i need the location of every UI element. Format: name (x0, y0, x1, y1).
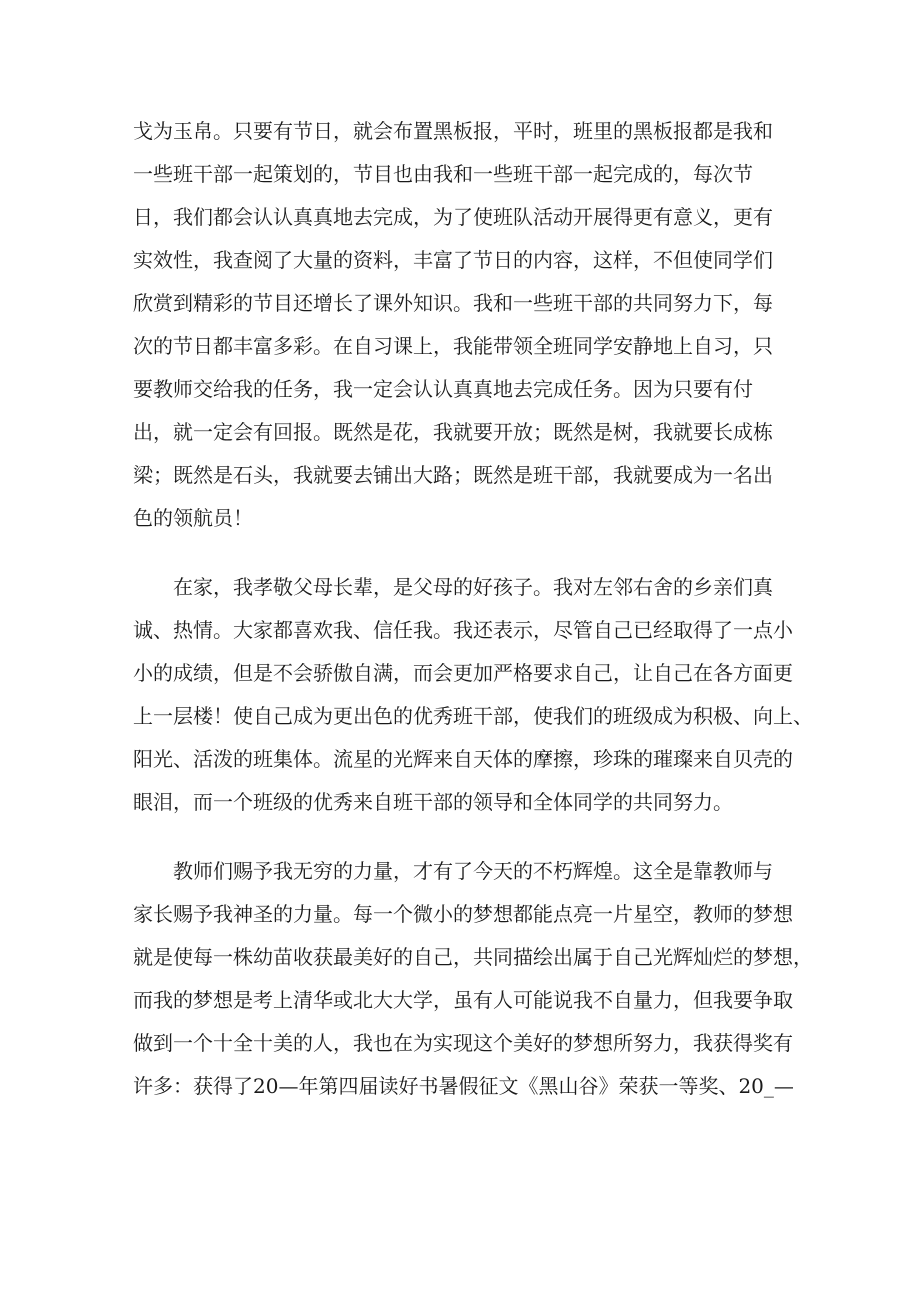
text-line: 眼泪，而一个班级的优秀来自班干部的领导和全体同学的共同努力。 (133, 790, 733, 814)
text-line: 就是使每一株幼苗收获最美好的自己，共同描绘出属于自己光辉灿烂的梦想， (133, 945, 813, 969)
text-line: 次的节日都丰富多彩。在自习课上，我能带领全班同学安静地上自习，只 (133, 334, 773, 358)
text-line: 出，就一定会有回报。既然是花，我就要开放；既然是树，我就要长成栋 (133, 420, 773, 444)
paragraph-gap (133, 540, 788, 566)
document-body (133, 110, 813, 1108)
text-line: 要教师交给我的任务，我一定会认认真真地去完成任务。因为只要有付 (133, 377, 753, 401)
text-line: 实效性，我查阅了大量的资料，丰富了节日的内容，这样，不但使同学们 (133, 248, 773, 272)
paragraph-1 (133, 110, 788, 540)
text-line: 梁；既然是石头，我就要去铺出大路；既然是班干部，我就要成为一名出 (133, 463, 773, 487)
text-line: 做到一个十全十美的人，我也在为实现这个美好的梦想所努力，我获得奖有 (133, 1031, 793, 1055)
text-line: 阳光、活泼的班集体。流星的光辉来自天体的摩擦，珍珠的璀璨来自贝壳的 (133, 747, 793, 771)
text-line: 教师们赐予我无穷的力量，才有了今天的不朽辉煌。这全是靠教师与 (173, 859, 773, 883)
paragraph-3 (133, 850, 813, 1108)
text-line: 家长赐予我神圣的力量。每一个微小的梦想都能点亮一片星空，教师的梦想 (133, 902, 793, 926)
text-line: 在家，我孝敬父母长辈，是父母的好孩子。我对左邻右舍的乡亲们真 (173, 575, 773, 599)
text-line: 戈为玉帛。只要有节日，就会布置黑板报，平时，班里的黑板报都是我和 (133, 119, 773, 143)
text-line: 上一层楼！使自己成为更出色的优秀班干部，使我们的班级成为积极、向上、 (133, 704, 813, 728)
text-line: 一些班干部一起策划的，节目也由我和一些班干部一起完成的，每次节 (133, 162, 753, 186)
text-line: 许多：获得了20—年第四届读好书暑假征文《黑山谷》荣获一等奖、20_— (133, 1074, 794, 1098)
text-line: 诚、热情。大家都喜欢我、信任我。我还表示，尽管自己已经取得了一点小 (133, 618, 793, 642)
text-line: 而我的梦想是考上清华或北大大学，虽有人可能说我不自量力，但我要争取 (133, 988, 793, 1012)
paragraph-gap (133, 824, 788, 850)
paragraph-2 (133, 566, 813, 824)
text-line: 欣赏到精彩的节目还增长了课外知识。我和一些班干部的共同努力下，每 (133, 291, 773, 315)
text-line: 小的成绩，但是不会骄傲自满，而会更加严格要求自己，让自己在各方面更 (133, 661, 793, 685)
text-line: 日，我们都会认认真真地去完成，为了使班队活动开展得更有意义，更有 (133, 205, 773, 229)
text-line: 色的领航员！ (133, 506, 253, 530)
